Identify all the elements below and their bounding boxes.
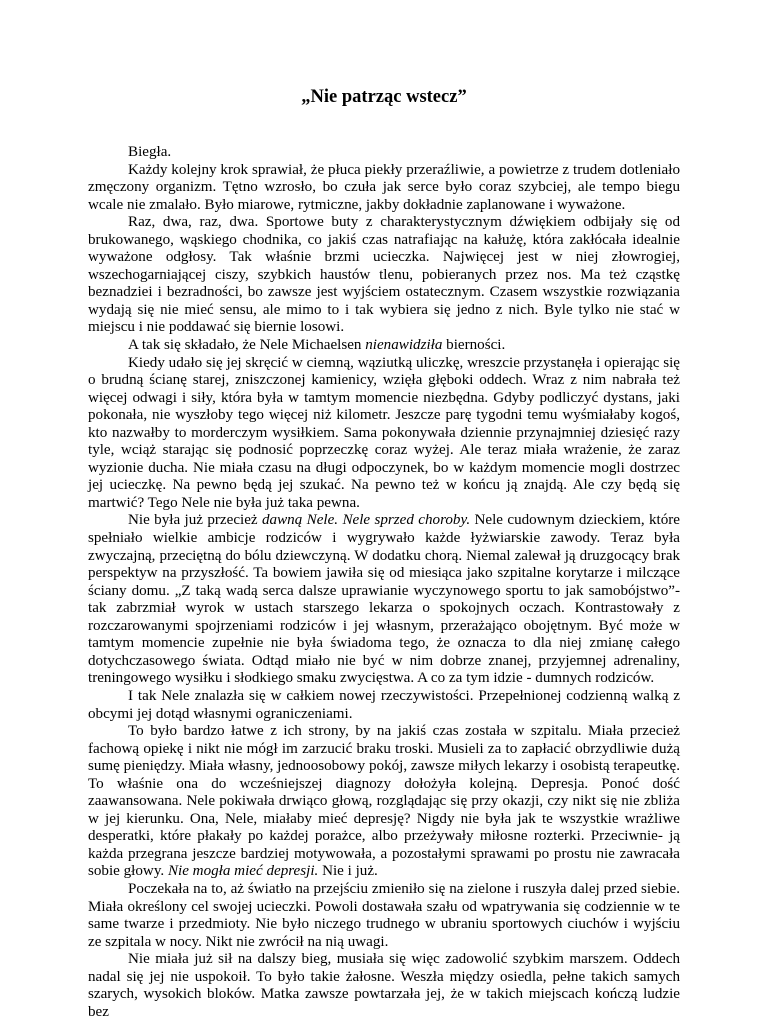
paragraph bbox=[88, 214, 680, 337]
text-run: bierności. bbox=[442, 337, 506, 354]
paragraph bbox=[88, 951, 680, 1021]
document-body bbox=[88, 144, 680, 1021]
text-run: Poczekała na to, aż światło na przejściu zmieniło się na zielone i ruszyła dalej przed siebie. Miała określony cel swojej ucieczki. Powoli dostawała szału od wpatrywania się codziennie w te same twarze i przedmioty. Nie było niczego trudnego w ubraniu sportowych ciuchów i wyjściu ze szpitala w nocy. Nikt nie zwrócił na nią uwagi. bbox=[88, 880, 680, 950]
text-run: Nie i już. bbox=[318, 863, 378, 880]
paragraph bbox=[88, 337, 680, 355]
text-run: A tak się składało, że Nele Michaelsen bbox=[128, 337, 366, 354]
text-run: To było bardzo łatwe z ich strony, by na jakiś czas została w szpitalu. Miała przecież fachową opiekę i nikt nie mógł im zarzucić braku troski. Musieli za to zapłacić obrzydliwie dużą sumę pieniędzy. Miała własny, jednoosobowy pokój, zawsze miłych lekarzy i osobistą terapeutkę. To właśnie ona do wcześniejszej diagnozy dołożyła kolejną. Depresja. Ponoć dość zaawansowana. Nele pokiwała drwiąco głową, rozglądając się przy okazji, czy nikt się nie zbliża w jej kierunku. Ona, Nele, miałaby mieć depresję? Nigdy nie była jak te wszystkie wrażliwe desperatki, które płakały po każdej porażce, albo przeżywały miłosne rozterki. Przeciwnie- ją każda przegrana jeszcze bardziej motywowała, a pozostałymi sprawami po prostu nie zawracała sobie głowy. bbox=[88, 723, 680, 880]
paragraph bbox=[88, 723, 680, 881]
italic-text: nienawidziła bbox=[365, 337, 443, 354]
text-run: Każdy kolejny krok sprawiał, że płuca piekły przeraźliwie, a powietrze z trudem dotleniało zmęczony organizm. Tętno wzrosło, bo czuła jak serce było coraz szybciej, ale tempo biegu wcale nie zmalało. Było miarowe, rytmiczne, jakby dokładnie zaplanowane i wyważone. bbox=[88, 161, 680, 213]
paragraph bbox=[88, 688, 680, 723]
paragraph bbox=[88, 881, 680, 951]
text-run: Nele cudownym dzieckiem, które spełniało wielkie ambicje rodziców i wygrywało każde łyżwiarskie zawody. Teraz była zwyczajną, przeciętną do bólu dziewczyną. W dodatku chorą. Niemal zalewał ją druzgocący brak perspektyw na przyszłość. Ta bowiem jawiła się od miesiąca jako szpitalne korytarze i milczące ściany domu. „Z taką wadą serca dalsze uprawianie wyczynowego sportu to jak samobójstwo”- tak zabrzmiał wyrok w ustach starszego lekarza o spokojnych oczach. Kontrastowały z rozczarowanymi spojrzeniami rodziców i jej własnym, przerażająco obojętnym. Być może w tamtym momencie zupełnie nie była świadoma tego, że oznacza to dla niej zmianę całego dotychczasowego świata. Odtąd miało nie być w nim dobrze znanej, przyjemnej adrenaliny, treningowego wysiłku i słodkiego smaku zwycięstwa. A co za tym idzie - dumnych rodziców. bbox=[88, 512, 681, 687]
text-run: Nie miała już sił na dalszy bieg, musiała się więc zadowolić szybkim marszem. Oddech nadal się jej nie uspokoił. To było takie żałosne. Weszła między osiedla, pełne takich samych szarych, wysokich bloków. Matka zawsze powtarzała jej, że w takich miejscach kończą ludzie bez bbox=[88, 951, 680, 1020]
text-run: Raz, dwa, raz, dwa. Sportowe buty z charakterystycznym dźwiękiem odbijały się od brukowanego, wąskiego chodnika, co jakiś czas natrafiając na kałużę, która zakłócała idealnie wyważone odgłosy. Tak właśnie brzmi ucieczka. Najwięcej jest w niej złowrogiej, wszechogarniającej ciszy, szybkich haustów tlenu, pobieranych przez nos. Ma też cząstkę beznadziei i bezradności, bo zawsze jest wyjściem ostatecznym. Czasem wszystkie rozwiązania wydają się nie mieć sensu, ale mimo to i tak wybiera się jedno z nich. Byle tylko nie stać w miejscu i nie poddawać się biernie losowi. bbox=[88, 214, 680, 336]
italic-text: Nie mogła mieć depresji. bbox=[167, 863, 319, 880]
text-run: Kiedy udało się jej skręcić w ciemną, wąziutką uliczkę, wreszcie przystanęła i opierając się o brudną ścianę starej, zniszczonej kamienicy, wzięła głęboki oddech. Wraz z nim nabrała też więcej odwagi i siły, która była w tamtym momencie niezbędna. Gdyby podliczyć dystans, jaki pokonała, nie wyszłoby tego więcej niż kilometr. Jeszcze parę tygodni temu wyśmiałaby kogoś, kto nazwałby to morderczym wysiłkiem. Sama pokonywała dziennie przynajmniej dziesięć razy tyle, wciąż starając się podnosić poprzeczkę coraz wyżej. Ale teraz miała wrażenie, że zaraz wyzionie ducha. Nie miała czasu na długi odpoczynek, bo w każdym momencie mogli dostrzec jej ucieczkę. Na pewno będą jej szukać. Na pewno też w końcu ją znajdą. Ale czy będą się martwić? Tego Nele nie była już taka pewna. bbox=[88, 354, 680, 511]
text-run: I tak Nele znalazła się w całkiem nowej rzeczywistości. Przepełnionej codzienną walką z obcymi jej dotąd własnymi ograniczeniami. bbox=[88, 687, 680, 722]
document-title: „Nie patrząc wstecz” bbox=[301, 87, 467, 107]
italic-text: dawną Nele. Nele sprzed choroby. bbox=[262, 512, 471, 529]
document-page bbox=[88, 0, 680, 1021]
paragraph bbox=[88, 162, 680, 215]
paragraph bbox=[88, 144, 680, 162]
text-run: Nie była już przecież bbox=[128, 512, 262, 529]
paragraph bbox=[88, 512, 680, 687]
paragraph bbox=[88, 355, 680, 513]
text-run: Biegła. bbox=[128, 144, 172, 160]
